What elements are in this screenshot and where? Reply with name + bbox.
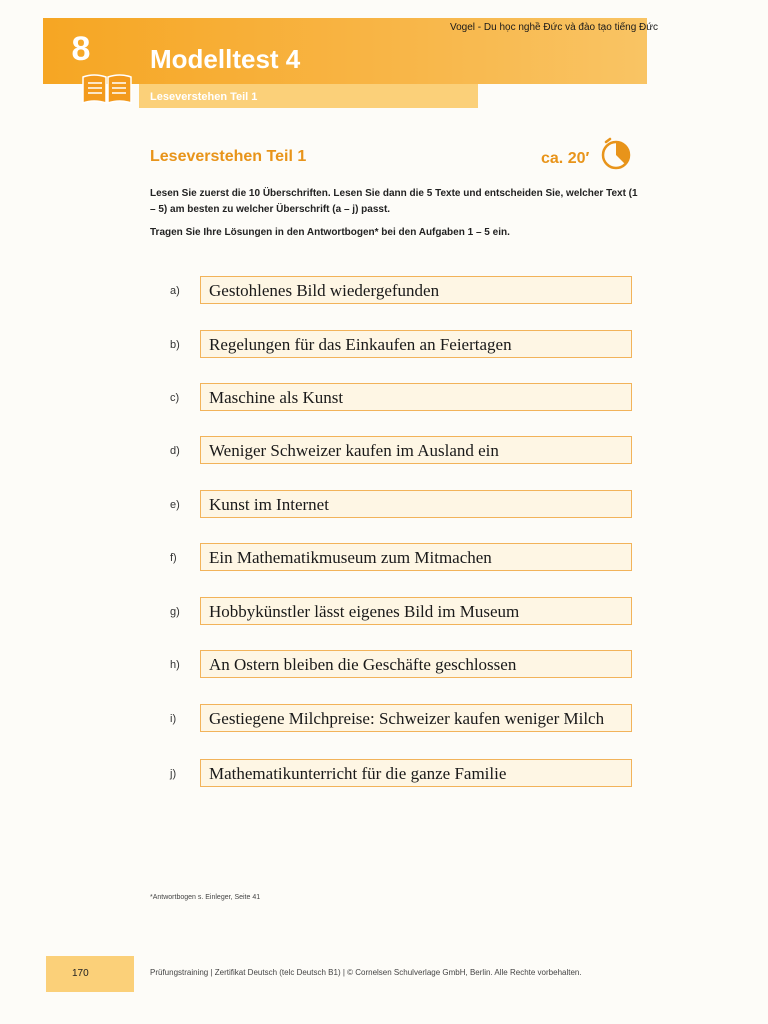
footer-text: Prüfungstraining | Zertifikat Deutsch (telc Deutsch B1) | © Cornelsen Schulverlage GmbH, Berlin. Alle Rechte vorbehalten. (150, 968, 582, 977)
heading-text: Ein Mathematikmuseum zum Mitmachen (209, 548, 492, 567)
heading-text: Regelungen für das Einkaufen an Feiertagen (209, 335, 512, 354)
open-book-icon (80, 71, 134, 107)
heading-item-b (0, 330, 768, 362)
heading-text: Kunst im Internet (209, 495, 329, 514)
heading-letter: b) (170, 339, 180, 351)
instruction-paragraph: Tragen Sie Ihre Lösungen in den Antwortbogen* bei den Aufgaben 1 – 5 ein. (150, 227, 510, 238)
heading-item-i (0, 704, 768, 736)
page-title: Modelltest 4 (150, 44, 301, 74)
footnote: *Antwortbogen s. Einleger, Seite 41 (150, 894, 261, 901)
heading-item-a (0, 276, 768, 308)
heading-item-g (0, 597, 768, 629)
heading-text: Mathematikunterricht für die ganze Familie (209, 764, 507, 783)
heading-item-c (0, 383, 768, 415)
page-subtitle: Leseverstehen Teil 1 (150, 91, 258, 103)
page-number: 170 (72, 968, 89, 979)
time-label: ca. 20′ (541, 150, 590, 167)
heading-letter: j) (170, 768, 177, 780)
chapter-number: 8 (71, 30, 91, 68)
heading-letter: e) (170, 499, 180, 511)
heading-text: Gestiegene Milchpreise: Schweizer kaufen weniger Milch (209, 709, 605, 728)
heading-letter: f) (170, 552, 177, 564)
heading-letter: h) (170, 659, 180, 671)
heading-box (200, 436, 632, 464)
heading-letter: a) (170, 285, 180, 297)
page-number-band (46, 956, 134, 992)
heading-box (200, 650, 632, 678)
heading-box (200, 543, 632, 571)
heading-box (200, 383, 632, 411)
heading-letter: i) (170, 713, 177, 725)
heading-letter: d) (170, 445, 180, 457)
heading-text: Gestohlenes Bild wiedergefunden (209, 281, 440, 300)
heading-letter: g) (170, 606, 180, 618)
heading-box (200, 704, 632, 732)
heading-box (200, 597, 632, 625)
heading-item-j (0, 759, 768, 791)
heading-text: Hobbykünstler lässt eigenes Bild im Museum (209, 602, 520, 621)
heading-item-h (0, 650, 768, 682)
heading-box (200, 759, 632, 787)
instruction-paragraph: Lesen Sie zuerst die 10 Überschriften. Lesen Sie dann die 5 Texte und entscheiden Sie, welcher Text (1 – 5) am besten zu welcher Überschrift (a – j) passt. (150, 188, 638, 215)
heading-letter: c) (170, 392, 180, 404)
heading-box (200, 276, 632, 304)
instructions (150, 186, 640, 241)
watermark: Vogel - Du học nghề Đức và đào tạo tiếng Đức (450, 22, 658, 33)
heading-item-d (0, 436, 768, 468)
heading-item-e (0, 490, 768, 522)
heading-box (200, 490, 632, 518)
heading-text: Weniger Schweizer kaufen im Ausland ein (209, 441, 499, 460)
section-title: Leseverstehen Teil 1 (150, 148, 307, 165)
heading-box (200, 330, 632, 358)
clock-icon (598, 136, 634, 172)
heading-text: An Ostern bleiben die Geschäfte geschlossen (209, 655, 517, 674)
heading-item-f (0, 543, 768, 575)
heading-text: Maschine als Kunst (209, 388, 344, 407)
